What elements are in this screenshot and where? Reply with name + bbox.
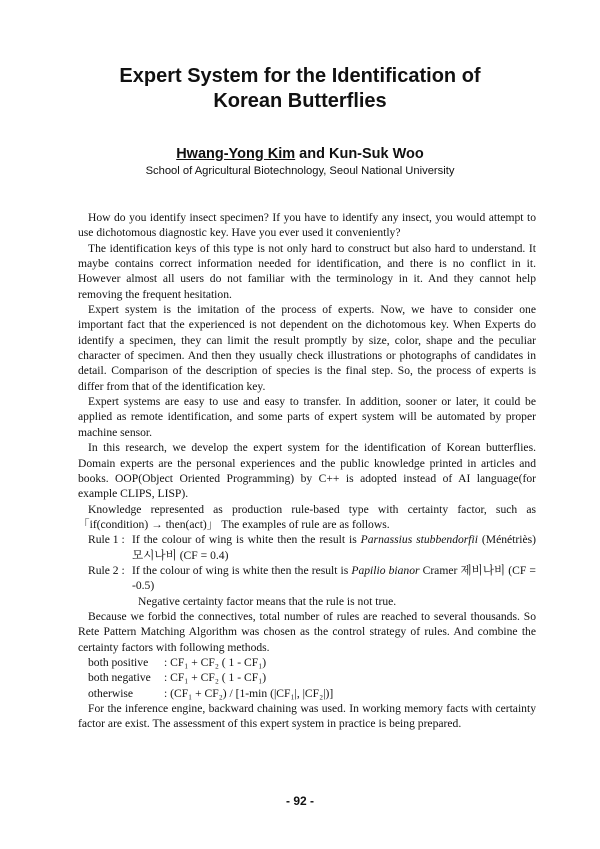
page-number: - 92 - <box>285 794 314 808</box>
rule-2-label: Rule 2 : <box>88 563 125 577</box>
paragraph-2: The identification keys of this type is not only hard to construct but also hard to understand. It maybe contains correct information needed for identification, and there is no conflict in it. However almost all users do not familiar with the terminology in it. And they cannot help removing the frequent hesitation. <box>78 241 536 301</box>
paragraph-4: Expert systems are easy to use and easy to transfer. In addition, sooner or later, it could be applied as remote identification, and some parts of expert system will be automated by proper machine sensor. <box>78 395 536 439</box>
paragraph-7: Because we forbid the connectives, total number of rules are reached to several thousands. So Rete Pattern Matching Algorithm was chosen as the control strategy of rules. And combine the certainty factors with following methods. <box>78 609 536 654</box>
author-conjunction: and <box>295 146 329 162</box>
formula-label: both positive <box>88 655 149 669</box>
affiliation: School of Agricultural Biotechnology, Seoul National University <box>145 165 455 177</box>
formula-expression: : (CF₁ + CF₂) / [1-min (|CF₁|, |CF₂|)] <box>164 686 334 700</box>
rule-1-label: Rule 1 : <box>88 533 125 547</box>
formula-label: both negative <box>88 671 151 685</box>
negative-cf-note: Negative certainty factor means that the rule is not true. <box>138 594 397 608</box>
author-line <box>0 146 600 162</box>
formula-expression: : CF₁ + CF₂ ( 1 - CF₁) <box>164 671 267 685</box>
formula-expression: : CF₁ + CF₂ ( 1 - CF₁) <box>164 655 267 669</box>
formula-label: otherwise <box>88 686 134 700</box>
paragraph-3: Expert system is the imitation of the process of experts. Now, we have to consider one important fact that the experienced is not dependent on the dichotomous key. When Experts do identify a specimen, they can limit the result promptly by size, color, shape and the peculiar character of specimen. And then they usually check illustrations or photographs of candidates in detail. Comparison of the description of species is the final step. So, the process of experts is differ from that of the identification key. <box>78 303 536 393</box>
paper-title <box>0 64 600 114</box>
author-2: Kun-Suk Woo <box>329 146 424 162</box>
rule-2 <box>78 563 536 594</box>
author-1: Hwang-Yong Kim <box>176 146 296 162</box>
title-line-2: Korean Butterflies <box>213 90 387 112</box>
formula-both-positive <box>78 655 536 670</box>
rule-2-condition: If the colour of wing is white then the result is <box>132 563 352 577</box>
title-line-1: Expert System for the Identification of <box>119 65 481 87</box>
rule-2-cf: Cramer 제비나비 (CF = -0.5) <box>132 563 536 593</box>
rule-1 <box>78 532 536 563</box>
rule-2-text <box>132 563 536 594</box>
rule-1-text <box>132 532 536 563</box>
formula-otherwise <box>78 686 536 701</box>
formula-both-negative <box>78 670 536 685</box>
paragraph-6: Knowledge represented as production rule-based type with certainty factor, such as 「if(condition) → then(act)」 The examples of rule are as follows. <box>78 502 536 531</box>
rule-1-condition: If the colour of wing is white then the result is <box>132 533 361 547</box>
rule-1-cf: (Ménétriès) 모시나비 (CF = 0.4) <box>132 533 536 562</box>
paragraph-1: How do you identify insect specimen? If you have to identify any insect, you would attempt to use dichotomous diagnostic key. Have you ever used it conveniently? <box>78 211 536 240</box>
rule-2-species: Papilio bianor <box>351 563 420 577</box>
rule-1-species: Parnassius stubbendorfii <box>360 533 478 547</box>
paragraph-5: In this research, we develop the expert system for the identification of Korean butterflies. Domain experts are the personal experiences and the public knowledge printed in articles and books. OOP(Object Oriented Programming) by C++ is adopted instead of AI language(for example CLIPS, LISP). <box>78 441 536 501</box>
paragraph-8: For the inference engine, backward chaining was used. In working memory facts with certainty factor are exist. The assessment of this expert system in practice is being prepared. <box>78 702 536 731</box>
abstract-body <box>78 210 536 732</box>
